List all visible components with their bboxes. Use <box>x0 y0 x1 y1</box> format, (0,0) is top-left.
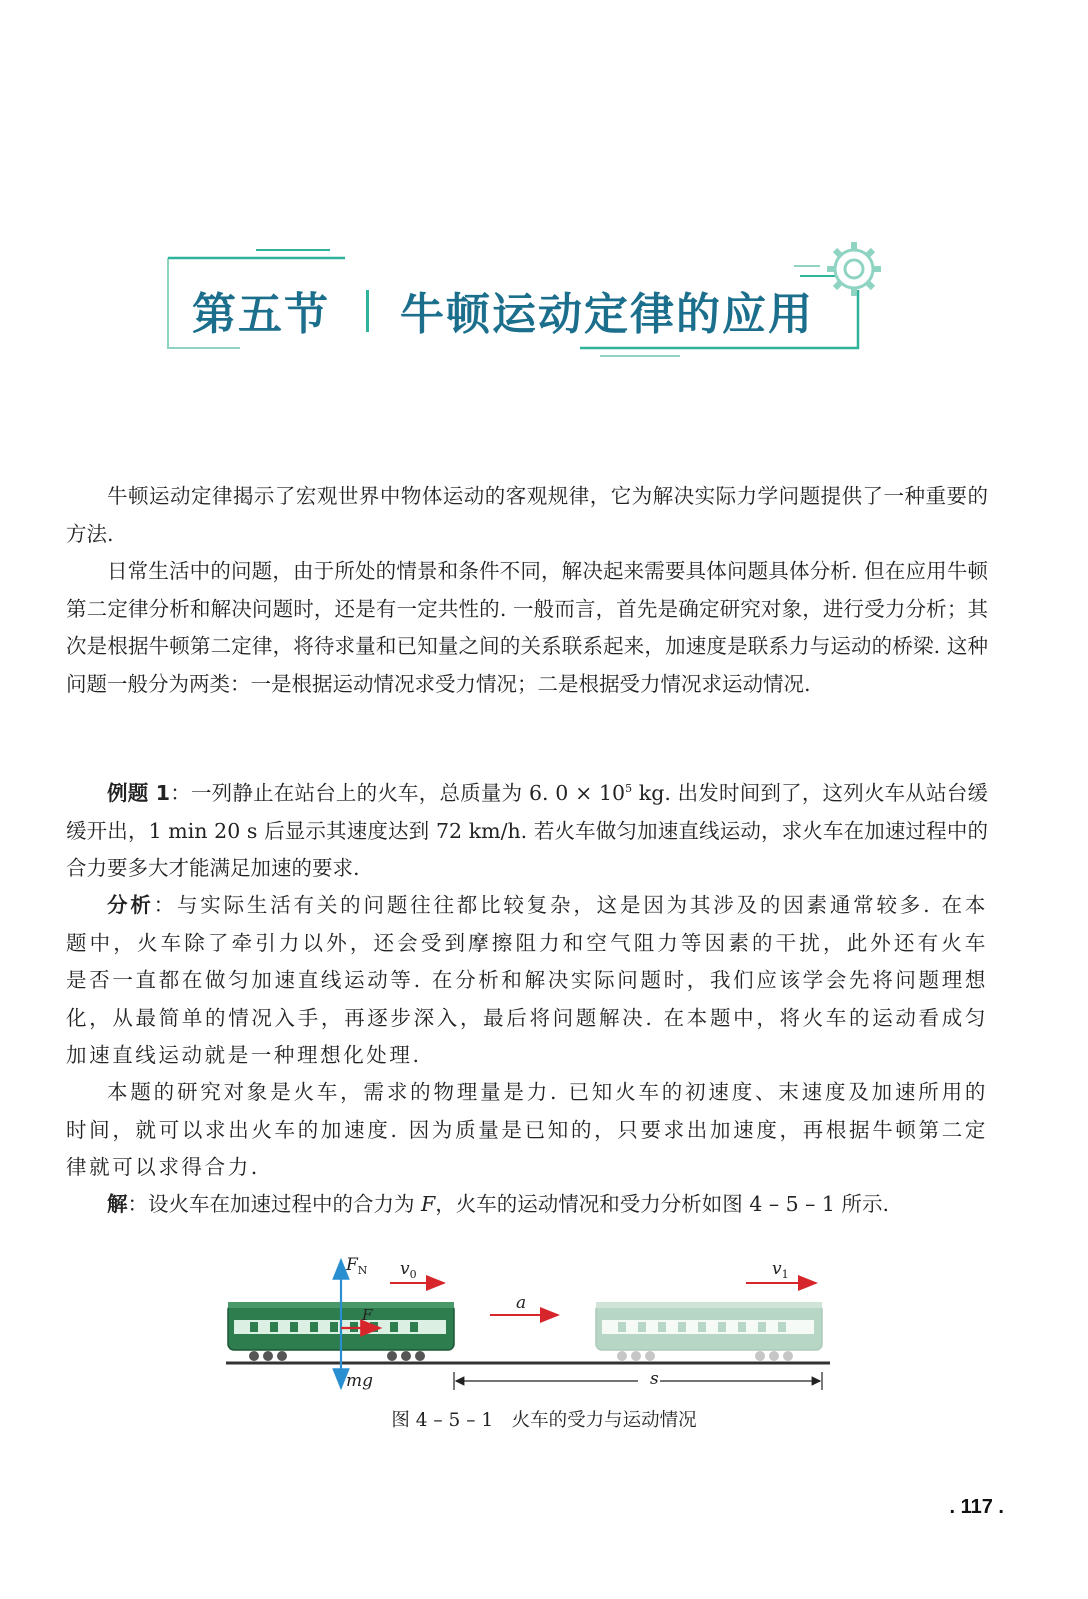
solution-variable: F <box>421 1192 436 1216</box>
example-paragraph <box>66 775 988 888</box>
section-number: 第五节 <box>192 289 330 340</box>
gear-icon <box>827 242 881 296</box>
page-number: . 117 . <box>949 1496 1004 1518</box>
example-power: 5 <box>625 782 633 796</box>
example-text-a: ：一列静止在站台上的火车，总质量为 6. 0 × 10 <box>170 781 626 805</box>
title-divider <box>366 290 369 332</box>
label-mg: mg <box>346 1371 374 1391</box>
section-title: 牛顿运动定律的应用 <box>400 289 814 340</box>
label-fn: $F_N$ <box>346 1255 368 1277</box>
train-end <box>596 1302 822 1361</box>
analysis-text: ：与实际生活有关的问题往往都比较复杂，这是因为其涉及的因素通常较多. 在本题中，火车除了牵引力以外，还会受到摩擦阻力和空气阻力等因素的干扰，此外还有火车是否一直都在做匀加速直线运动等. 在分析和解决实际问题时，我们应该学会先将问题理想化，从最简单的情况入手，再逐步深入，最后将问题解决. 在本题中，将火车的运动看成匀加速直线运动就是一种理想化处理. <box>66 893 988 1067</box>
analysis-label: 分析 <box>107 893 154 917</box>
analysis-paragraph-2: 本题的研究对象是火车，需求的物理量是力. 已知火车的初速度、末速度及加速所用的时间，就可以求出火车的加速度. 因为质量是已知的，只要求出加速度，再根据牛顿第二定律就可以求得合力. <box>66 1080 988 1179</box>
train-force-figure <box>220 1250 840 1400</box>
intro-paragraph: 牛顿运动定律揭示了宏观世界中物体运动的客观规律，它为解决实际力学问题提供了一种重要的方法. <box>66 484 988 546</box>
example-text-b: kg. 出发时间到了，这列火车从站台缓缓开出，1 min 20 s 后显示其速度达到 72 km/h. 若火车做匀加速直线运动，求火车在加速过程中的合力要多大才能满足加速的要求. <box>66 781 988 880</box>
label-a: a <box>516 1293 527 1313</box>
example-label: 例题 1 <box>107 781 171 805</box>
solution-label: 解 <box>107 1192 128 1216</box>
figure-caption: 图 4 – 5 – 1 火车的受力与运动情况 <box>391 1410 697 1431</box>
analysis-paragraph <box>66 887 988 1075</box>
label-v0: $v_0$ <box>400 1259 417 1281</box>
solution-text-a: ：设火车在加速过程中的合力为 <box>127 1192 422 1216</box>
solution-paragraph <box>66 1186 988 1224</box>
label-s: s <box>650 1369 659 1389</box>
method-paragraph: 日常生活中的问题，由于所处的情景和条件不同，解决起来需要具体问题具体分析. 但在应用牛顿第二定律分析和解决问题时，还是有一定共性的. 一般而言，首先是确定研究对象，进行受力分析；其次是根据牛顿第二定律，将待求量和已知量之间的关系联系起来，加速度是联系力与运动的桥梁. 这种问题一般分为两类：一是根据运动情况求受力情况；二是根据受力情况求运动情况. <box>66 559 988 696</box>
label-v1: $v_1$ <box>772 1259 789 1281</box>
label-f: F <box>362 1306 373 1324</box>
solution-text-b: ，火车的运动情况和受力分析如图 4 – 5 – 1 所示. <box>435 1192 889 1216</box>
